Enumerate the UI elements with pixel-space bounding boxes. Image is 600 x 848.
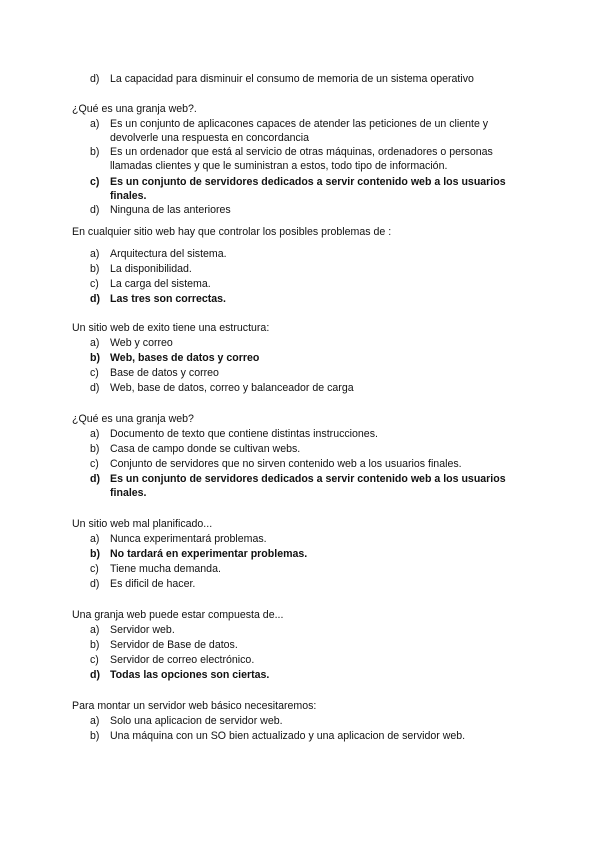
option-text: Las tres son correctas. (110, 293, 226, 305)
question-text: Para montar un servidor web básico necesitaremos: (72, 700, 317, 712)
option-text: Base de datos y correo (110, 367, 219, 379)
answer-option-correct (90, 668, 530, 682)
option-text: Ninguna de las anteriores (110, 204, 231, 216)
answer-option-correct (90, 547, 530, 561)
option-letter: b) (90, 146, 100, 158)
answer-option-correct (90, 292, 530, 306)
option-letter: b) (90, 352, 100, 364)
option-text: Documento de texto que contiene distintas instrucciones. (110, 428, 378, 440)
option-text: Es un conjunto de servidores dedicados a servir contenido web a los usuarios finales. (110, 473, 506, 499)
answer-option (90, 457, 530, 471)
option-letter: b) (90, 548, 100, 560)
answer-option (90, 653, 530, 667)
option-text: La capacidad para disminuir el consumo de memoria de un sistema operativo (110, 73, 474, 85)
question-text: En cualquier sitio web hay que controlar los posibles problemas de : (72, 226, 392, 238)
answer-option (90, 427, 530, 441)
option-letter: a) (90, 337, 100, 349)
option-text: Web, base de datos, correo y balanceador de carga (110, 382, 354, 394)
option-letter: d) (90, 382, 100, 394)
answer-option (90, 381, 530, 395)
option-text: Una máquina con un SO bien actualizado y una aplicacion de servidor web. (110, 730, 466, 742)
question-text: Un sitio web mal planificado... (72, 518, 213, 530)
option-letter: b) (90, 263, 100, 275)
answer-option (90, 638, 530, 652)
question-text: Un sitio web de exito tiene una estructura: (72, 322, 270, 334)
option-letter: a) (90, 624, 100, 636)
answer-option (90, 366, 530, 380)
option-letter: c) (90, 176, 100, 188)
answer-option (90, 247, 530, 261)
option-letter: a) (90, 715, 100, 727)
question-text: ¿Qué es una granja web?. (72, 103, 197, 115)
answer-option (90, 336, 530, 350)
option-text: Es un conjunto de aplicacones capaces de atender las peticiones de un cliente y devolverle una respuesta en concordancia (110, 118, 489, 144)
answer-option (90, 729, 530, 743)
answer-option (90, 203, 530, 217)
option-text: Arquitectura del sistema. (110, 248, 227, 260)
option-text: La disponibilidad. (110, 263, 192, 275)
answer-option (90, 262, 530, 276)
answer-option (90, 577, 530, 591)
option-letter: c) (90, 458, 99, 470)
answer-option-correct (90, 472, 530, 500)
answer-option (90, 714, 530, 728)
option-text: Web y correo (110, 337, 173, 349)
option-letter: c) (90, 367, 99, 379)
option-text: Es un ordenador que está al servicio de otras máquinas, ordenadores o personas llamadas clientes y que le suministran a estos, todo tipo de información. (110, 146, 493, 172)
option-letter: d) (90, 204, 100, 216)
answer-option (90, 532, 530, 546)
answer-option (90, 623, 530, 637)
option-text: Todas las opciones son ciertas. (110, 669, 270, 681)
option-letter: b) (90, 730, 100, 742)
option-text: Servidor de Base de datos. (110, 639, 238, 651)
question-text: Una granja web puede estar compuesta de... (72, 609, 284, 621)
option-letter: d) (90, 669, 100, 681)
answer-option (90, 72, 530, 86)
answer-option-correct (90, 175, 530, 203)
answer-option (90, 442, 530, 456)
option-letter: c) (90, 563, 99, 575)
answer-option (90, 277, 530, 291)
answer-option (90, 562, 530, 576)
option-text: Es un conjunto de servidores dedicados a servir contenido web a los usuarios finales. (110, 176, 506, 202)
option-text: Solo una aplicacion de servidor web. (110, 715, 283, 727)
option-text: Servidor web. (110, 624, 175, 636)
option-text: Es dificil de hacer. (110, 578, 196, 590)
option-letter: c) (90, 278, 99, 290)
option-text: Casa de campo donde se cultivan webs. (110, 443, 301, 455)
option-letter: d) (90, 578, 100, 590)
option-letter: b) (90, 639, 100, 651)
option-letter: c) (90, 654, 99, 666)
option-text: Nunca experimentará problemas. (110, 533, 267, 545)
option-letter: a) (90, 248, 100, 260)
option-letter: a) (90, 428, 100, 440)
option-letter: d) (90, 73, 100, 85)
option-letter: a) (90, 533, 100, 545)
option-text: Servidor de correo electrónico. (110, 654, 255, 666)
answer-option (90, 145, 530, 173)
option-letter: d) (90, 293, 100, 305)
answer-option-correct (90, 351, 530, 365)
option-letter: b) (90, 443, 100, 455)
option-text: Web, bases de datos y correo (110, 352, 260, 364)
option-text: Conjunto de servidores que no sirven contenido web a los usuarios finales. (110, 458, 462, 470)
option-letter: d) (90, 473, 100, 485)
question-text: ¿Qué es una granja web? (72, 413, 194, 425)
option-text: No tardará en experimentar problemas. (110, 548, 308, 560)
option-text: La carga del sistema. (110, 278, 211, 290)
answer-option (90, 117, 530, 145)
option-text: Tiene mucha demanda. (110, 563, 221, 575)
option-letter: a) (90, 118, 100, 130)
